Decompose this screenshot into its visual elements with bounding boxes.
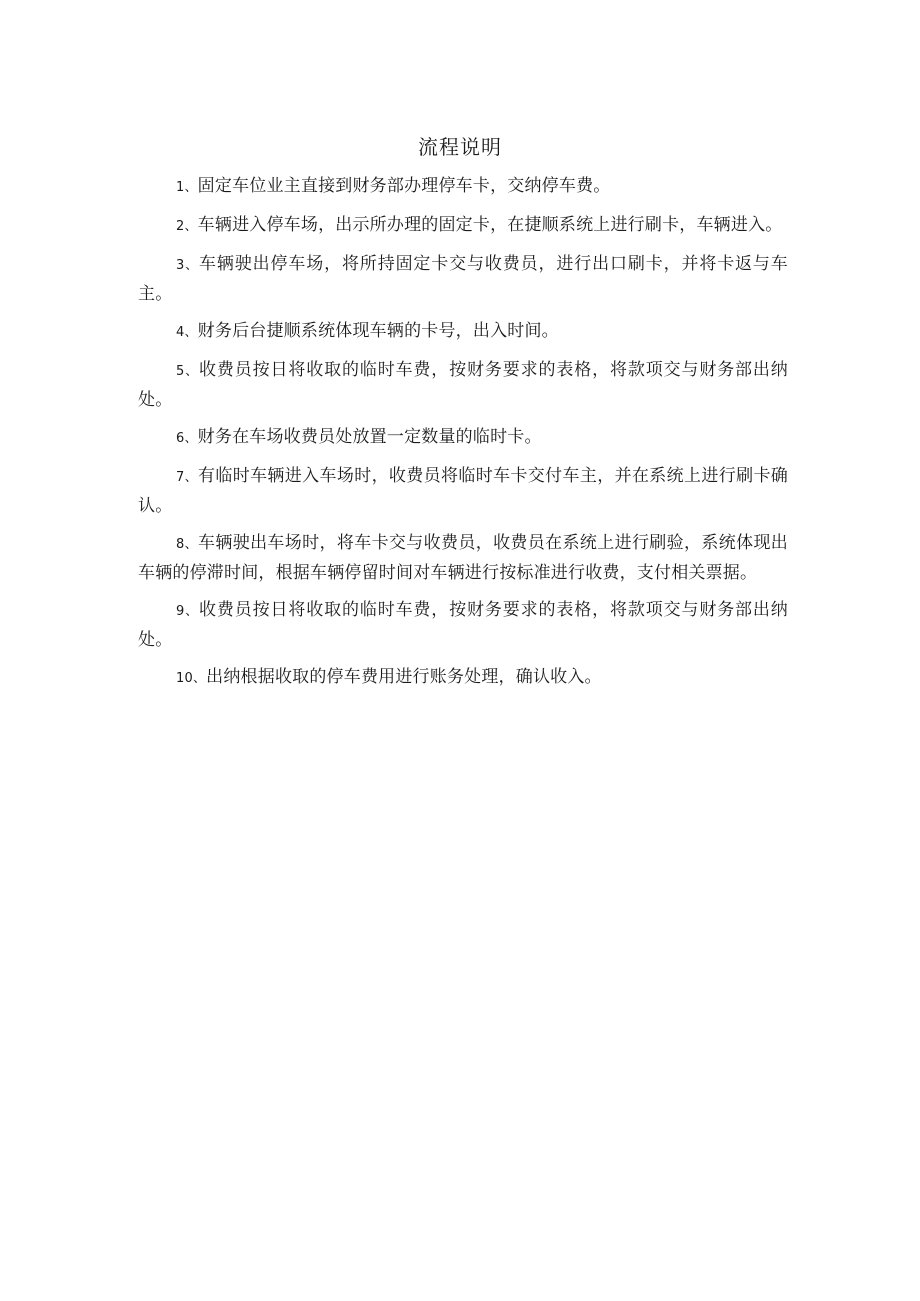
list-item — [138, 462, 788, 520]
item-text: 收费员按日将收取的临时车费，按财务要求的表格，将款项交与财务部出纳处。 — [138, 360, 788, 410]
item-number: 2、 — [176, 219, 198, 234]
item-number: 5、 — [176, 364, 200, 379]
process-list — [138, 172, 788, 702]
list-item — [138, 529, 788, 587]
item-text: 收费员按日将收取的临时车费，按财务要求的表格，将款项交与财务部出纳处。 — [138, 600, 788, 650]
item-text: 财务在车场收费员处放置一定数量的临时卡。 — [197, 427, 542, 447]
list-item — [138, 596, 788, 654]
list-item — [138, 211, 788, 241]
list-item — [138, 423, 788, 453]
item-text: 财务后台捷顺系统体现车辆的卡号，出入时间。 — [197, 321, 559, 341]
item-text: 车辆驶出停车场，将所持固定卡交与收费员，进行出口刷卡，并将卡返与车主。 — [138, 254, 788, 304]
list-item — [138, 250, 788, 308]
list-item — [138, 356, 788, 414]
item-text: 出纳根据收取的停车费用进行账务处理，确认收入。 — [206, 667, 602, 687]
item-text: 固定车位业主直接到财务部办理停车卡，交纳停车费。 — [197, 176, 611, 196]
item-text: 车辆驶出车场时，将车卡交与收费员，收费员在系统上进行刷验，系统体现出车辆的停滞时间，根据车辆停留时间对车辆进行按标准进行收费，支付相关票据。 — [138, 533, 788, 583]
item-text: 有临时车辆进入车场时，收费员将临时车卡交付车主，并在系统上进行刷卡确认。 — [138, 466, 788, 516]
item-number: 10、 — [176, 671, 207, 686]
item-number: 9、 — [176, 604, 200, 619]
list-item — [138, 317, 788, 347]
item-number: 7、 — [176, 470, 198, 485]
item-number: 4、 — [176, 325, 198, 340]
list-item — [138, 663, 788, 693]
page-title: 流程说明 — [418, 135, 502, 159]
item-number: 3、 — [176, 258, 200, 273]
item-text: 车辆进入停车场，出示所办理的固定卡，在捷顺系统上进行刷卡，车辆进入。 — [197, 215, 783, 235]
item-number: 8、 — [176, 537, 198, 552]
item-number: 6、 — [176, 431, 198, 446]
list-item — [138, 172, 788, 202]
item-number: 1、 — [176, 180, 198, 195]
